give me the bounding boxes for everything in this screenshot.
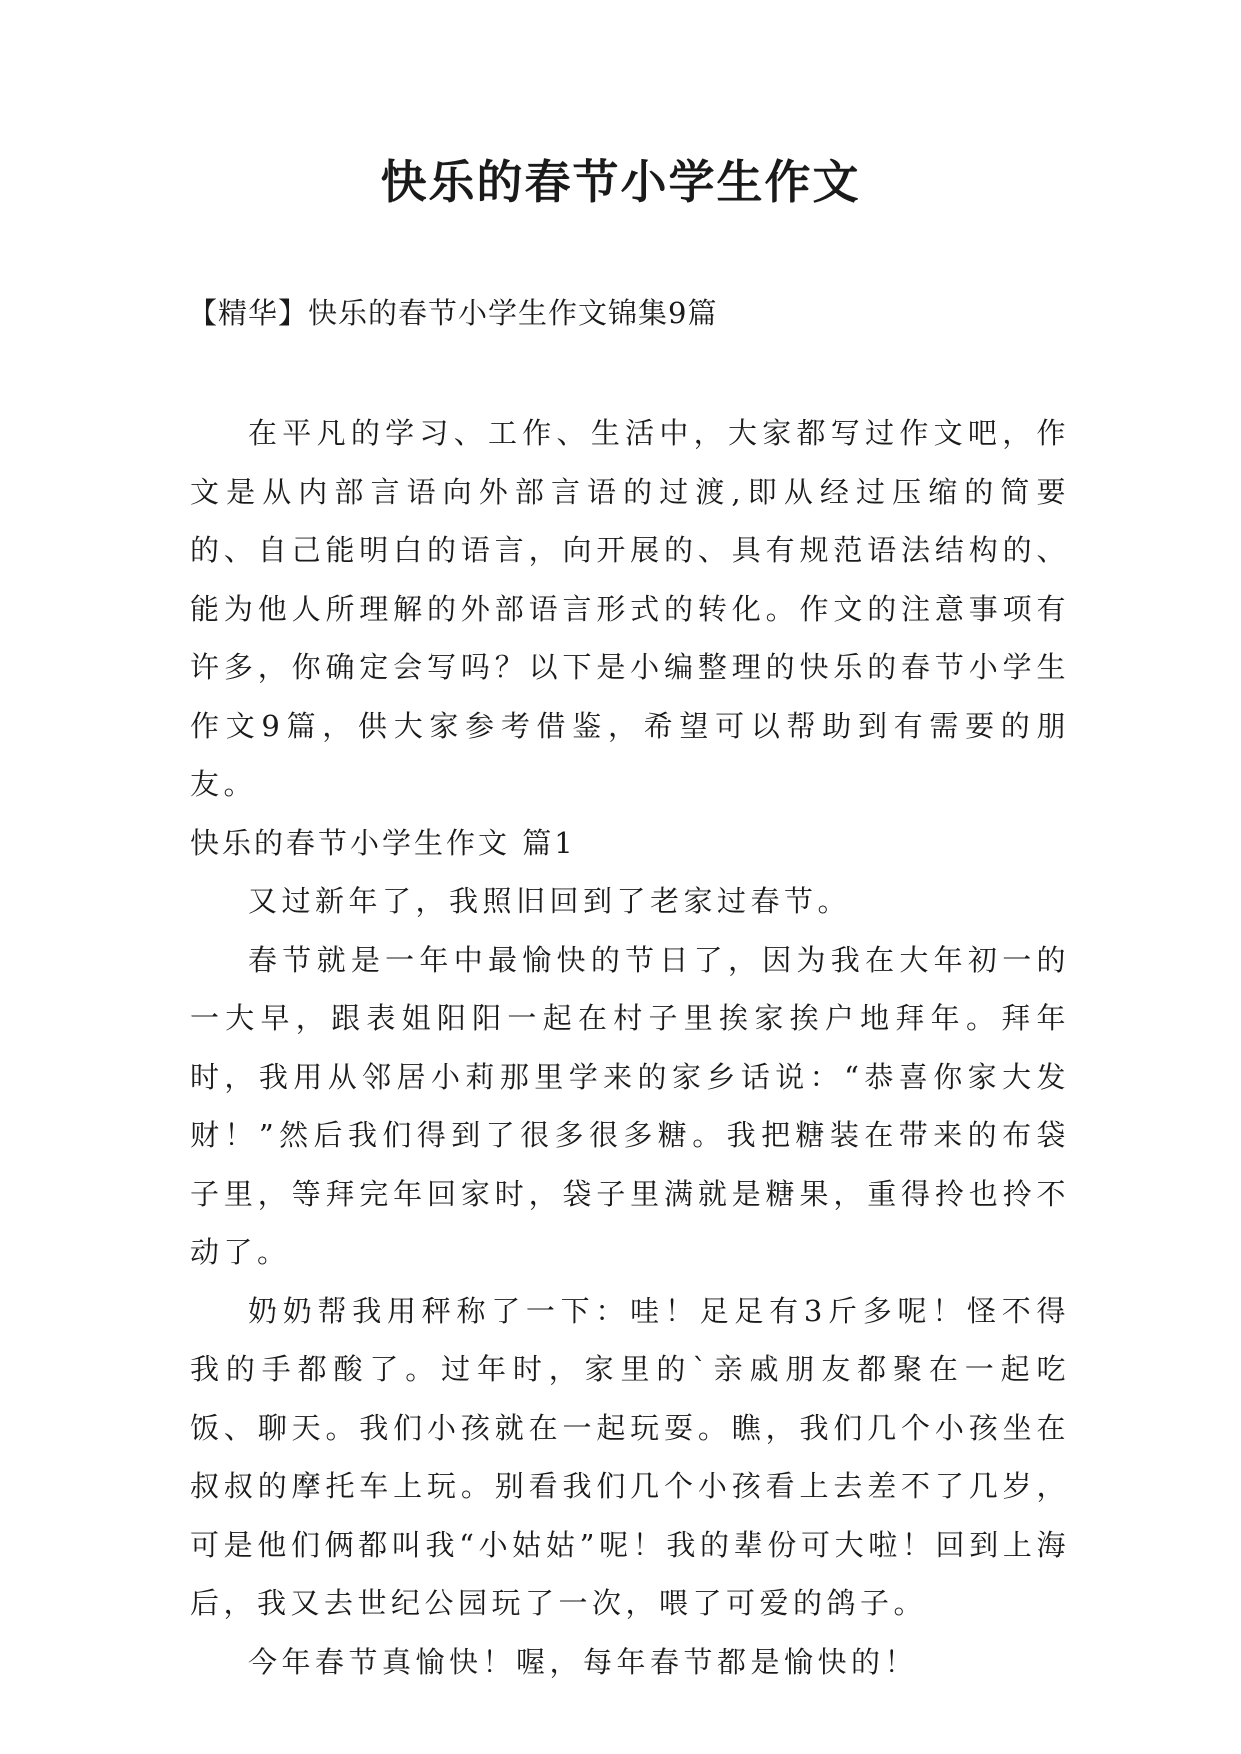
essay-paragraph: 春节就是一年中最愉快的节日了，因为我在大年初一的一大早，跟表姐阳阳一起在村子里挨家挨户地拜年。拜年时，我用从邻居小莉那里学来的家乡话说：“恭喜你家大发财！”然后我们得到了很多很多糖。我把糖装在带来的布袋子里，等拜完年回家时，袋子里满就是糖果，重得拎也拎不动了。 xyxy=(190,942,1070,1269)
document-subtitle: 【精华】快乐的春节小学生作文锦集9篇 xyxy=(188,296,718,330)
intro-paragraph: 在平凡的学习、工作、生活中，大家都写过作文吧，作文是从内部言语向外部言语的过渡,即从经过压缩的简要的、自己能明白的语言，向开展的、具有规范语法结构的、能为他人所理解的外部语言形式的转化。作文的注意事项有许多，你确定会写吗？以下是小编整理的快乐的春节小学生作文9篇，供大家参考借鉴，希望可以帮助到有需要的朋友。 xyxy=(190,416,1070,801)
essay-paragraph: 奶奶帮我用秤称了一下：哇！足足有3斤多呢！怪不得我的手都酸了。过年时，家里的`亲戚朋友都聚在一起吃饭、聊天。我们小孩就在一起玩耍。瞧，我们几个小孩坐在叔叔的摩托车上玩。别看我们几个小孩看上去差不了几岁，可是他们俩都叫我“小姑姑”呢！我的辈份可大啦！回到上海后，我又去世纪公园玩了一次，喂了可爱的鸽子。 xyxy=(190,1293,1070,1620)
essay-paragraph: 今年春节真愉快！喔，每年春节都是愉快的！ xyxy=(248,1644,919,1679)
essay-paragraph: 又过新年了，我照旧回到了老家过春节。 xyxy=(248,884,852,918)
essay-heading: 快乐的春节小学生作文 篇1 xyxy=(190,825,576,860)
intro-section xyxy=(190,404,1070,1691)
document-title: 快乐的春节小学生作文 xyxy=(380,155,861,209)
